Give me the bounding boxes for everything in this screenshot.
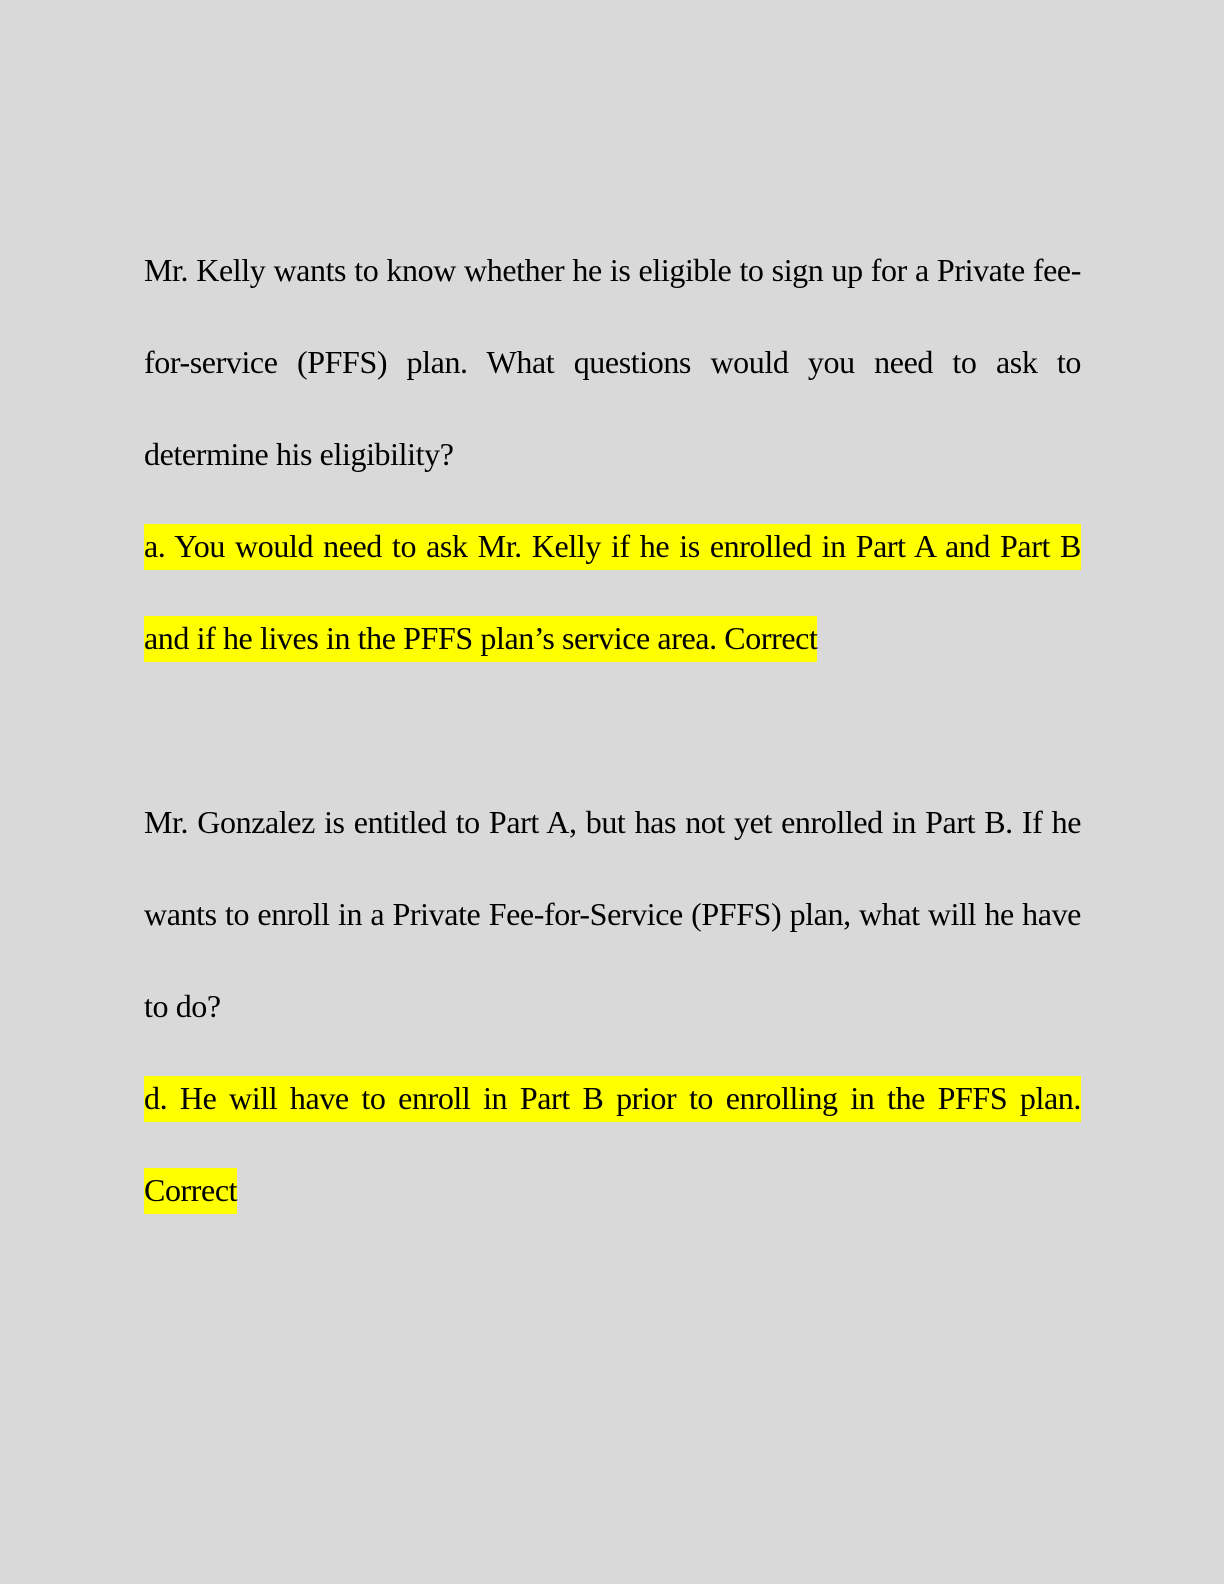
answer-2 xyxy=(144,1052,1081,1236)
answer-1 xyxy=(144,500,1081,684)
answer-2-highlighted-text: d. He will have to enroll in Part B prior to enrolling in the PFFS plan. Correct xyxy=(144,1076,1081,1214)
answer-1-highlighted-text: a. You would need to ask Mr. Kelly if he is enrolled in Part A and Part B and if he lives in the PFFS plan’s service area. Correct xyxy=(144,524,1081,662)
document-body xyxy=(144,224,1081,1236)
question-2-text: Mr. Gonzalez is entitled to Part A, but has not yet enrolled in Part B. If he wants to enroll in a Private Fee-for-Service (PFFS) plan, what will he have to do? xyxy=(144,804,1081,1024)
paragraph-spacer xyxy=(144,684,1081,776)
question-2 xyxy=(144,776,1081,1052)
question-1 xyxy=(144,224,1081,500)
question-1-text: Mr. Kelly wants to know whether he is eligible to sign up for a Private fee-for-service (PFFS) plan. What questions would you need to ask to determine his eligibility? xyxy=(144,252,1081,472)
